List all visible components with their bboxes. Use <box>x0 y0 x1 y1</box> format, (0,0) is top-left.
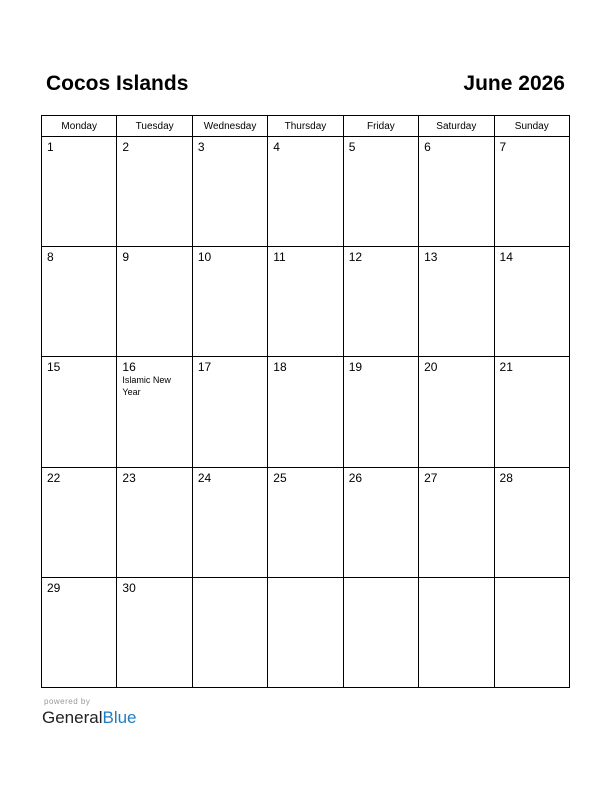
weekday-header: Sunday <box>494 116 569 137</box>
day-number: 24 <box>197 470 212 485</box>
day-number: 17 <box>197 360 212 375</box>
day-number <box>193 578 267 581</box>
day-number: 21 <box>499 360 513 375</box>
day-cell <box>268 577 343 687</box>
day-cell <box>192 357 267 467</box>
day-number: 8 <box>47 250 54 265</box>
day-number: 3 <box>197 140 205 154</box>
week-row <box>42 577 570 687</box>
calendar-month-title: June 2026 <box>463 72 565 95</box>
week-row <box>42 137 570 247</box>
day-cell <box>192 247 267 357</box>
day-cell <box>117 137 192 247</box>
day-number: 5 <box>348 140 356 154</box>
day-cell <box>494 357 569 467</box>
day-number: 4 <box>273 140 280 154</box>
weekday-header: Monday <box>42 116 117 137</box>
day-cell <box>419 357 494 467</box>
day-number: 29 <box>47 580 61 595</box>
week-row <box>42 357 570 467</box>
day-cell <box>117 357 192 467</box>
weekday-header-row <box>42 116 570 137</box>
day-cell <box>343 247 418 357</box>
day-cell <box>117 467 192 577</box>
day-cell <box>42 137 117 247</box>
day-number: 30 <box>122 580 136 595</box>
day-number: 19 <box>348 360 363 375</box>
day-cell <box>419 467 494 577</box>
day-cell <box>343 137 418 247</box>
day-cell <box>343 577 418 687</box>
day-cell <box>268 247 343 357</box>
day-cell <box>192 467 267 577</box>
day-number: 23 <box>122 470 136 485</box>
weekday-header: Saturday <box>419 116 494 137</box>
holiday-label: Islamic New Year <box>122 375 171 398</box>
day-cell <box>494 137 569 247</box>
weekday-header: Thursday <box>268 116 343 137</box>
day-number: 2 <box>122 140 130 154</box>
day-number: 9 <box>122 250 130 265</box>
day-number: 13 <box>424 250 438 265</box>
day-number: 27 <box>424 470 438 485</box>
day-cell <box>268 467 343 577</box>
day-cell <box>419 137 494 247</box>
day-number <box>344 578 418 581</box>
weekday-header: Tuesday <box>117 116 192 137</box>
calendar-grid <box>41 115 570 688</box>
day-cell <box>42 247 117 357</box>
day-cell <box>192 577 267 687</box>
day-number <box>268 578 342 581</box>
day-cell <box>42 577 117 687</box>
day-cell <box>343 357 418 467</box>
day-number: 12 <box>348 250 363 265</box>
day-number: 22 <box>47 470 61 485</box>
day-cell <box>42 467 117 577</box>
day-cell <box>343 467 418 577</box>
day-cell <box>117 247 192 357</box>
day-number: 16 <box>122 360 136 375</box>
day-cell <box>419 577 494 687</box>
day-cell <box>494 247 569 357</box>
weekday-header: Wednesday <box>192 116 267 137</box>
day-cell <box>494 577 569 687</box>
logo-text-general: General <box>42 708 103 727</box>
day-number: 18 <box>273 360 287 375</box>
week-row <box>42 247 570 357</box>
powered-by-label: powered by <box>44 697 91 706</box>
day-number: 25 <box>273 470 287 485</box>
generalblue-branding <box>42 697 137 728</box>
day-number: 7 <box>499 140 507 154</box>
day-number: 10 <box>197 250 212 265</box>
generalblue-logo <box>42 708 137 728</box>
day-number: 20 <box>424 360 438 375</box>
week-row <box>42 467 570 577</box>
day-cell <box>268 137 343 247</box>
day-cell <box>42 357 117 467</box>
weekday-header: Friday <box>343 116 418 137</box>
day-number <box>419 578 493 581</box>
day-number: 1 <box>47 140 54 154</box>
day-number: 26 <box>348 470 363 485</box>
day-cell <box>494 467 569 577</box>
day-cell <box>419 247 494 357</box>
day-cell <box>268 357 343 467</box>
day-cell <box>117 577 192 687</box>
day-number: 15 <box>47 360 61 375</box>
day-number: 28 <box>499 470 513 485</box>
logo-text-blue: Blue <box>102 708 137 727</box>
day-number: 6 <box>424 140 431 154</box>
day-number <box>495 578 569 581</box>
day-number: 14 <box>499 250 513 265</box>
day-number: 11 <box>273 250 286 265</box>
calendar-region-title: Cocos Islands <box>46 72 189 95</box>
day-cell <box>192 137 267 247</box>
